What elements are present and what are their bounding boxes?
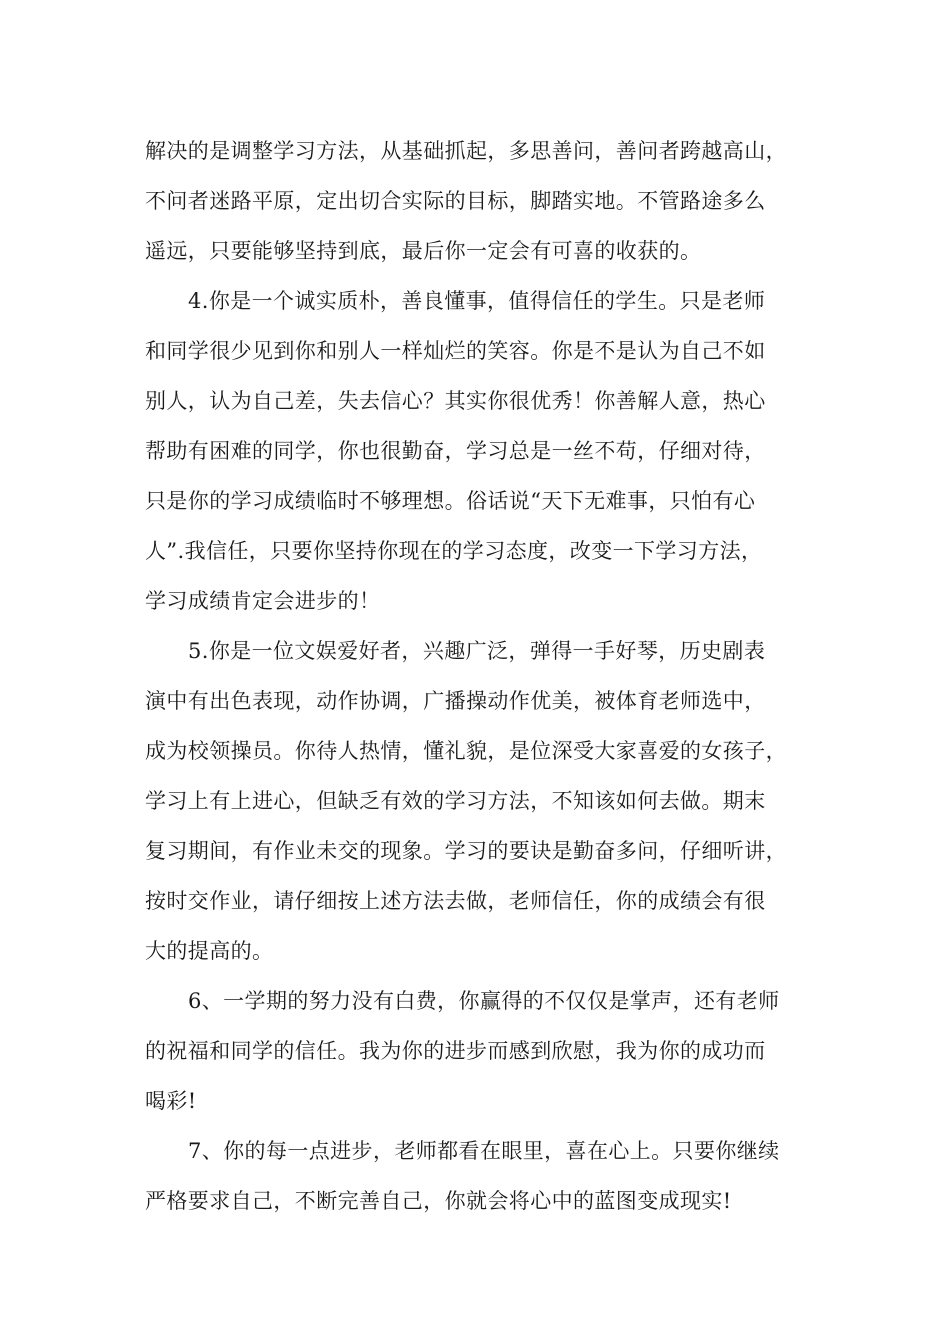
paragraph-6-start: 6、一学期的努力没有白费，你赢得的不仅仅是掌声，还有老师 [188,989,780,1013]
text-line: 遥远，只要能够坚持到底，最后你一定会有可喜的收获的。 [145,239,702,263]
text-line: 学习成绩肯定会进步的！ [145,589,381,613]
paragraph-7-start: 7、你的每一点进步，老师都看在眼里，喜在心上。只要你继续 [188,1139,780,1163]
text-line: 别人，认为自己差，失去信心？其实你很优秀！你善解人意，热心 [145,389,766,413]
text-line: 成为校领操员。你待人热情，懂礼貌，是位深受大家喜爱的女孩子， [145,739,787,763]
paragraph-5-start: 5.你是一位文娱爱好者，兴趣广泛，弹得一手好琴，历史剧表 [188,639,766,663]
text-line: 和同学很少见到你和别人一样灿烂的笑容。你是不是认为自己不如 [145,339,766,363]
text-line: 演中有出色表现，动作协调，广播操动作优美，被体育老师选中， [145,689,766,713]
paragraph-4-start: 4.你是一个诚实质朴，善良懂事，值得信任的学生。只是老师 [188,289,766,313]
text-line: 喝彩! [145,1089,197,1113]
text-line: 大的提高的。 [145,939,274,963]
text-line: 解决的是调整学习方法，从基础抓起，多思善问，善问者跨越高山， [145,139,787,163]
text-line: 严格要求自己，不断完善自己，你就会将心中的蓝图变成现实! [145,1189,732,1213]
text-line: 不问者迷路平原，定出切合实际的目标，脚踏实地。不管路途多么 [145,189,766,213]
text-line: 按时交作业，请仔细按上述方法去做，老师信任，你的成绩会有很 [145,889,766,913]
text-line: 学习上有上进心，但缺乏有效的学习方法，不知该如何去做。期末 [145,789,766,813]
text-line: 复习期间，有作业未交的现象。学习的要诀是勤奋多问，仔细听讲， [145,839,787,863]
text-line: 的祝福和同学的信任。我为你的进步而感到欣慰，我为你的成功而 [145,1039,766,1063]
text-line: 只是你的学习成绩临时不够理想。俗话说“天下无难事，只怕有心 [145,489,756,513]
text-line: 帮助有困难的同学，你也很勤奋，学习总是一丝不苟，仔细对待， [145,439,766,463]
text-line: 人”.我信任，只要你坚持你现在的学习态度，改变一下学习方法， [145,539,763,563]
